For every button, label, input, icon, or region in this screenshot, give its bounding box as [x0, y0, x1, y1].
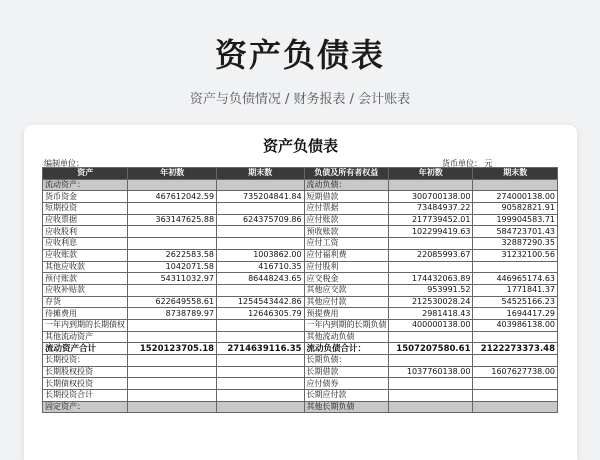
table-cell: 应收票据 — [43, 214, 128, 226]
table-row — [43, 284, 558, 296]
table-cell: 预付账款 — [43, 273, 128, 285]
table-cell — [217, 226, 305, 238]
page-subtitle: 资产与负债情况 / 财务报表 / 会计账表 — [189, 92, 411, 107]
table-row — [43, 319, 558, 331]
table-row — [43, 238, 558, 250]
table-cell — [217, 331, 305, 343]
table-cell: 1037760138.00 — [389, 366, 473, 378]
table-section-row — [43, 179, 558, 191]
table-cell: 32887290.35 — [473, 238, 558, 250]
table-cell: 1771841.37 — [473, 284, 558, 296]
table-cell: 应付工资 — [304, 238, 388, 250]
table-cell: 12646305.79 — [217, 308, 305, 320]
table-cell — [473, 331, 558, 343]
table-cell — [128, 284, 217, 296]
table-cell: 待摊费用 — [43, 308, 128, 320]
table-cell: 54525166.23 — [473, 296, 558, 308]
table-cell — [473, 390, 558, 402]
table-cell: 应付股利 — [304, 261, 388, 273]
table-cell: 2622583.58 — [128, 249, 217, 261]
table-cell: 长期投资： — [43, 355, 128, 367]
table-cell: 短期投资 — [43, 203, 128, 215]
table-cell: 应付福利费 — [304, 249, 388, 261]
table-cell: 长期股权投资 — [43, 366, 128, 378]
table-cell — [128, 226, 217, 238]
table-cell — [217, 319, 305, 331]
table-row — [43, 273, 558, 285]
table-cell — [128, 355, 217, 367]
table-cell — [128, 319, 217, 331]
table-cell — [389, 378, 473, 390]
table-cell — [473, 401, 558, 413]
table-cell — [389, 179, 473, 191]
table-cell: 应付票据 — [304, 203, 388, 215]
table-cell: 31232100.56 — [473, 249, 558, 261]
column-header: 年初数 — [128, 168, 217, 180]
table-cell — [389, 331, 473, 343]
table-row — [43, 378, 558, 390]
table-cell: 应收账款 — [43, 249, 128, 261]
table-cell: 622649558.61 — [128, 296, 217, 308]
table-cell: 90582821.91 — [473, 203, 558, 215]
table-cell — [128, 378, 217, 390]
table-row — [43, 308, 558, 320]
table-row — [43, 355, 558, 367]
table-cell: 212530028.24 — [389, 296, 473, 308]
table-cell: 73484937.22 — [389, 203, 473, 215]
table-cell: 2122273373.48 — [473, 343, 558, 355]
table-cell: 416710.35 — [217, 261, 305, 273]
table-cell — [217, 390, 305, 402]
table-cell: 一年内到期的长期债权 — [43, 319, 128, 331]
table-cell: 1042071.58 — [128, 261, 217, 273]
table-row — [43, 203, 558, 215]
column-header: 年初数 — [389, 168, 473, 180]
table-cell: 363147625.88 — [128, 214, 217, 226]
table-cell: 固定资产： — [43, 401, 128, 413]
table-cell: 300700138.00 — [389, 191, 473, 203]
table-cell: 403986138.00 — [473, 319, 558, 331]
table-cell: 流动负债： — [304, 179, 388, 191]
table-row — [43, 331, 558, 343]
table-cell: 货币资金 — [43, 191, 128, 203]
table-cell — [389, 238, 473, 250]
table-cell: 174432063.89 — [389, 273, 473, 285]
table-cell: 1507207580.61 — [389, 343, 473, 355]
table-cell: 流动资产合计 — [43, 343, 128, 355]
table-cell — [473, 378, 558, 390]
table-cell: 54311032.97 — [128, 273, 217, 285]
table-cell: 102299419.63 — [389, 226, 473, 238]
table-cell: 应收利息 — [43, 238, 128, 250]
table-cell: 1607627738.00 — [473, 366, 558, 378]
table-cell: 446965174.63 — [473, 273, 558, 285]
table-cell: 应交税金 — [304, 273, 388, 285]
table-row — [43, 249, 558, 261]
sheet-title: 资产负债表 — [262, 137, 338, 155]
table-cell: 长期应付款 — [304, 390, 388, 402]
table-cell: 1520123705.18 — [128, 343, 217, 355]
table-cell: 86448243.65 — [217, 273, 305, 285]
table-cell: 2981418.43 — [389, 308, 473, 320]
table-cell — [217, 355, 305, 367]
table-cell: 217739452.01 — [389, 214, 473, 226]
table-cell: 其他应交款 — [304, 284, 388, 296]
table-cell: 1003862.00 — [217, 249, 305, 261]
table-cell — [217, 401, 305, 413]
table-cell: 199904583.71 — [473, 214, 558, 226]
table-cell — [217, 203, 305, 215]
table-cell: 624375709.86 — [217, 214, 305, 226]
table-cell: 长期投资合计 — [43, 390, 128, 402]
table-row — [43, 390, 558, 402]
table-cell: 长期借款 — [304, 366, 388, 378]
currency-unit-label: 货币单位： 元 — [442, 159, 493, 168]
table-cell — [473, 261, 558, 273]
table-cell: 735204841.84 — [217, 191, 305, 203]
table-cell: 应收补贴款 — [43, 284, 128, 296]
table-cell — [389, 261, 473, 273]
table-cell — [217, 366, 305, 378]
table-cell: 预提费用 — [304, 308, 388, 320]
column-header: 资产 — [43, 168, 128, 180]
table-cell: 其他流动资产 — [43, 331, 128, 343]
table-cell: 预收账款 — [304, 226, 388, 238]
table-cell: 应收股利 — [43, 226, 128, 238]
compiling-unit-label: 编制单位： — [44, 159, 84, 168]
balance-sheet-table — [42, 167, 558, 413]
table-cell: 400000138.00 — [389, 319, 473, 331]
table-header-row — [43, 168, 558, 180]
table-cell — [217, 238, 305, 250]
table-cell: 应付债券 — [304, 378, 388, 390]
column-header: 负债及所有者权益 — [304, 168, 388, 180]
table-cell — [128, 331, 217, 343]
table-cell: 短期借款 — [304, 191, 388, 203]
table-row — [43, 366, 558, 378]
table-cell: 1254543442.86 — [217, 296, 305, 308]
column-header: 期末数 — [473, 168, 558, 180]
table-cell — [217, 378, 305, 390]
table-row — [43, 214, 558, 226]
table-cell: 存货 — [43, 296, 128, 308]
table-cell — [128, 390, 217, 402]
table-cell: 其他应收款 — [43, 261, 128, 273]
table-cell — [217, 179, 305, 191]
table-cell — [473, 179, 558, 191]
table-cell: 应付账款 — [304, 214, 388, 226]
table-cell: 长期债权投资 — [43, 378, 128, 390]
table-cell: 1694417.29 — [473, 308, 558, 320]
table-cell — [473, 355, 558, 367]
table-cell: 953991.52 — [389, 284, 473, 296]
table-cell — [128, 179, 217, 191]
table-row — [43, 226, 558, 238]
table-cell: 其他流动负债 — [304, 331, 388, 343]
table-cell: 长期负债： — [304, 355, 388, 367]
table-cell: 467612042.59 — [128, 191, 217, 203]
table-cell: 一年内到期的长期负债 — [304, 319, 388, 331]
table-cell — [128, 401, 217, 413]
page-title: 资产负债表 — [214, 36, 385, 74]
table-cell — [389, 355, 473, 367]
table-cell — [389, 401, 473, 413]
table-cell: 584723701.43 — [473, 226, 558, 238]
table-total-row — [43, 343, 558, 355]
table-cell: 274000138.00 — [473, 191, 558, 203]
table-cell: 流动资产： — [43, 179, 128, 191]
column-header: 期末数 — [217, 168, 305, 180]
table-row — [43, 261, 558, 273]
table-cell: 其他应付款 — [304, 296, 388, 308]
table-cell: 流动负债合计： — [304, 343, 388, 355]
table-section-row — [43, 401, 558, 413]
table-cell: 22085993.67 — [389, 249, 473, 261]
table-cell — [128, 366, 217, 378]
table-cell — [128, 203, 217, 215]
table-cell: 其他长期负债 — [304, 401, 388, 413]
spreadsheet-preview — [24, 125, 577, 460]
table-cell — [389, 390, 473, 402]
table-row — [43, 296, 558, 308]
table-cell: 8738789.97 — [128, 308, 217, 320]
table-cell — [217, 284, 305, 296]
table-row — [43, 191, 558, 203]
table-cell — [128, 238, 217, 250]
table-cell: 2714639116.35 — [217, 343, 305, 355]
